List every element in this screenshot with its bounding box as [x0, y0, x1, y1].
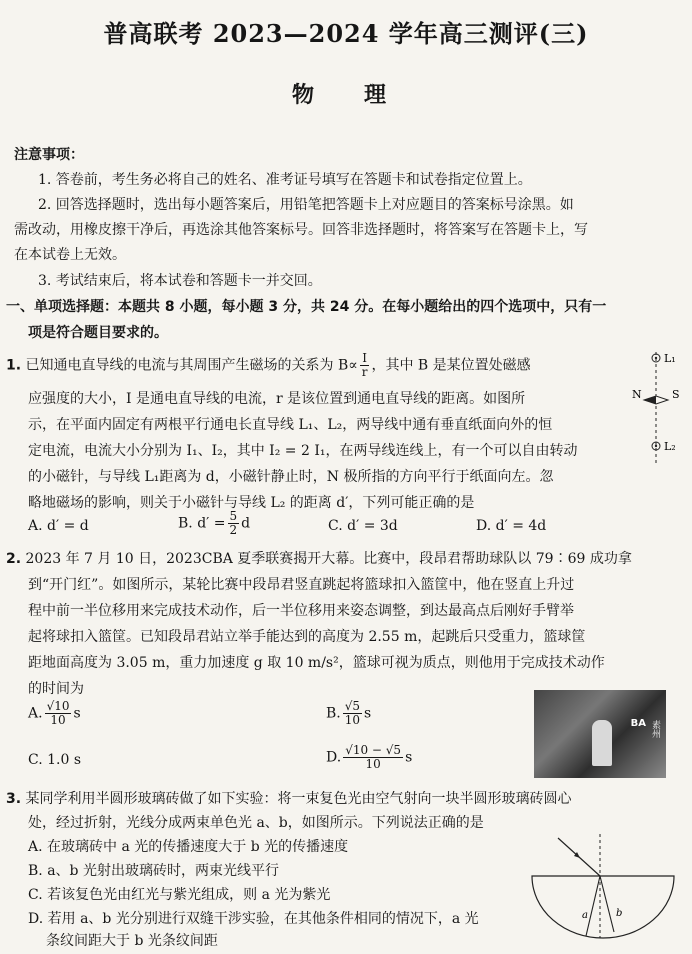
basketball-photo	[534, 690, 666, 778]
q1-line-6: 略地磁场的影响，则关于小磁针与导线 L₂ 的距离 d′，下列可能正确的是	[28, 495, 475, 511]
q2-line-1: 2. 2023 年 7 月 10 日，2023CBA 夏季联赛揭开大幕。比赛中，段昂君帮助球队以 79∶69 成功拿	[6, 551, 632, 567]
label-l1: L₁	[664, 352, 676, 365]
q2-option-b: B. $\frac{√5}{10}$ s	[326, 699, 372, 727]
notice-item-2-end: 在本试卷上无效。	[14, 247, 126, 263]
q1-line-4: 定电流，电流大小分别为 I₁、I₂，其中 I₂ = 2 I₁，在两导线连线上，有一个可以自由转动	[28, 443, 578, 459]
q2-number: 2.	[6, 551, 22, 567]
notice-item-2: 2. 回答选择题时，选出每小题答案后，用铅笔把答题卡上对应题目的答案标号涂黑。如	[38, 197, 574, 213]
ray-a-label: a	[582, 910, 588, 921]
q3-option-c: C. 若该复色光由红光与紫光组成，则 a 光为紫光	[28, 887, 331, 903]
q3-option-a: A. 在玻璃砖中 a 光的传播速度大于 b 光的传播速度	[28, 839, 349, 855]
glass-brick-figure	[528, 832, 678, 942]
photo-text-1: BA	[630, 718, 646, 729]
q2-line-6: 的时间为	[28, 681, 84, 697]
q1-line-2: 应强度的大小，I 是通电直导线的电流，r 是该位置到通电直导线的距离。如图所	[28, 391, 526, 407]
q3-option-d: D. 若用 a、b 光分别进行双缝干涉实验，在其他条件相同的情况下，a 光	[28, 911, 479, 927]
q2-line-5: 距地面高度为 3.05 m，重力加速度 g 取 10 m/s²，篮球可视为质点，则他用于完成技术动作	[28, 655, 605, 671]
notice-item-2-cont: 需改动，用橡皮擦干净后，再选涂其他答案标号。回答非选择题时，将答案写在答题卡上，写	[14, 222, 588, 238]
q2-line-4: 起将球扣入篮筐。已知段昂君站立举手能达到的高度为 2.55 m，起跳后只受重力，篮球筐	[28, 629, 586, 645]
q1-option-d: D. d′ = 4d	[476, 518, 547, 534]
player-figure	[592, 720, 612, 766]
q1-option-c: C. d′ = 3d	[328, 518, 398, 534]
q1-fraction: $\frac{I}{r}$	[361, 351, 368, 379]
q2-option-d: D. $\frac{√10 - √5}{10}$ s	[326, 743, 413, 771]
q1-option-a: A. d′ = d	[28, 518, 89, 534]
q3-option-d-cont: 条纹间距大于 b 光条纹间距	[46, 933, 218, 949]
label-n: N	[632, 388, 642, 401]
label-s: S	[672, 388, 680, 401]
notice-heading: 注意事项：	[14, 147, 84, 163]
q3-line-1: 3. 某同学利用半圆形玻璃砖做了如下实验：将一束复色光由空气射向一块半圆形玻璃砖圆心	[6, 791, 572, 807]
section-heading: 一、单项选择题：本题共 8 小题，每小题 3 分，共 24 分。在每小题给出的四个选项中，只有一	[6, 299, 607, 315]
q1-text-1b: ，其中 B 是某位置处磁感	[371, 357, 531, 374]
q3-option-b: B. a、b 光射出玻璃砖时，两束光线平行	[28, 863, 279, 879]
q1-line-1	[6, 352, 670, 379]
q1-text-1a: 已知通电直导线的电流与其周围产生磁场的关系为 B∝	[25, 357, 358, 374]
q1-line-5: 的小磁针，与导线 L₁距离为 d，小磁针静止时，N 极所指的方向平行于纸面向左。忽	[28, 469, 554, 485]
semicircle-glass-icon	[532, 876, 674, 938]
q3-number: 3.	[6, 791, 22, 807]
notice-item-1: 1. 答卷前，考生务必将自己的姓名、准考证号填写在答题卡和试卷指定位置上。	[38, 172, 532, 188]
q2-option-a: A. $\frac{√10}{10}$ s	[28, 699, 81, 727]
q3-line-2: 处，经过折射，光线分成两束单色光 a、b，如图所示。下列说法正确的是	[28, 815, 484, 831]
section-heading-cont: 项是符合题目要求的。	[28, 325, 168, 341]
q1-number: 1.	[6, 357, 22, 374]
label-l2: L₂	[664, 440, 676, 453]
q2-option-c: C. 1.0 s	[28, 752, 82, 768]
q1-option-b: B. d′ = $\frac{5}{2}$ d	[178, 509, 251, 537]
photo-text-2: 素州	[650, 720, 660, 738]
magnet-figure	[628, 348, 690, 470]
q1-line-3: 示，在平面内固定有两根平行通电长直导线 L₁、L₂，两导线中通有垂直纸面向外的恒	[28, 417, 553, 433]
page-title: 普高联考 2023—2024 学年高三测评(三)	[103, 19, 589, 48]
ray-b-label: b	[616, 908, 623, 919]
q2-line-2: 到“开门红”。如图所示，某轮比赛中段昂君竖直跳起将篮球扣入篮筐中，他在竖直上升过	[28, 577, 575, 593]
q2-line-3: 程中前一半位移用来完成技术动作，后一半位移用来姿态调整，到达最高点后刚好手臂举	[28, 603, 574, 619]
notice-item-3: 3. 考试结束后，将本试卷和答题卡一并交回。	[38, 273, 322, 289]
subject-title: 物 理	[291, 82, 400, 108]
